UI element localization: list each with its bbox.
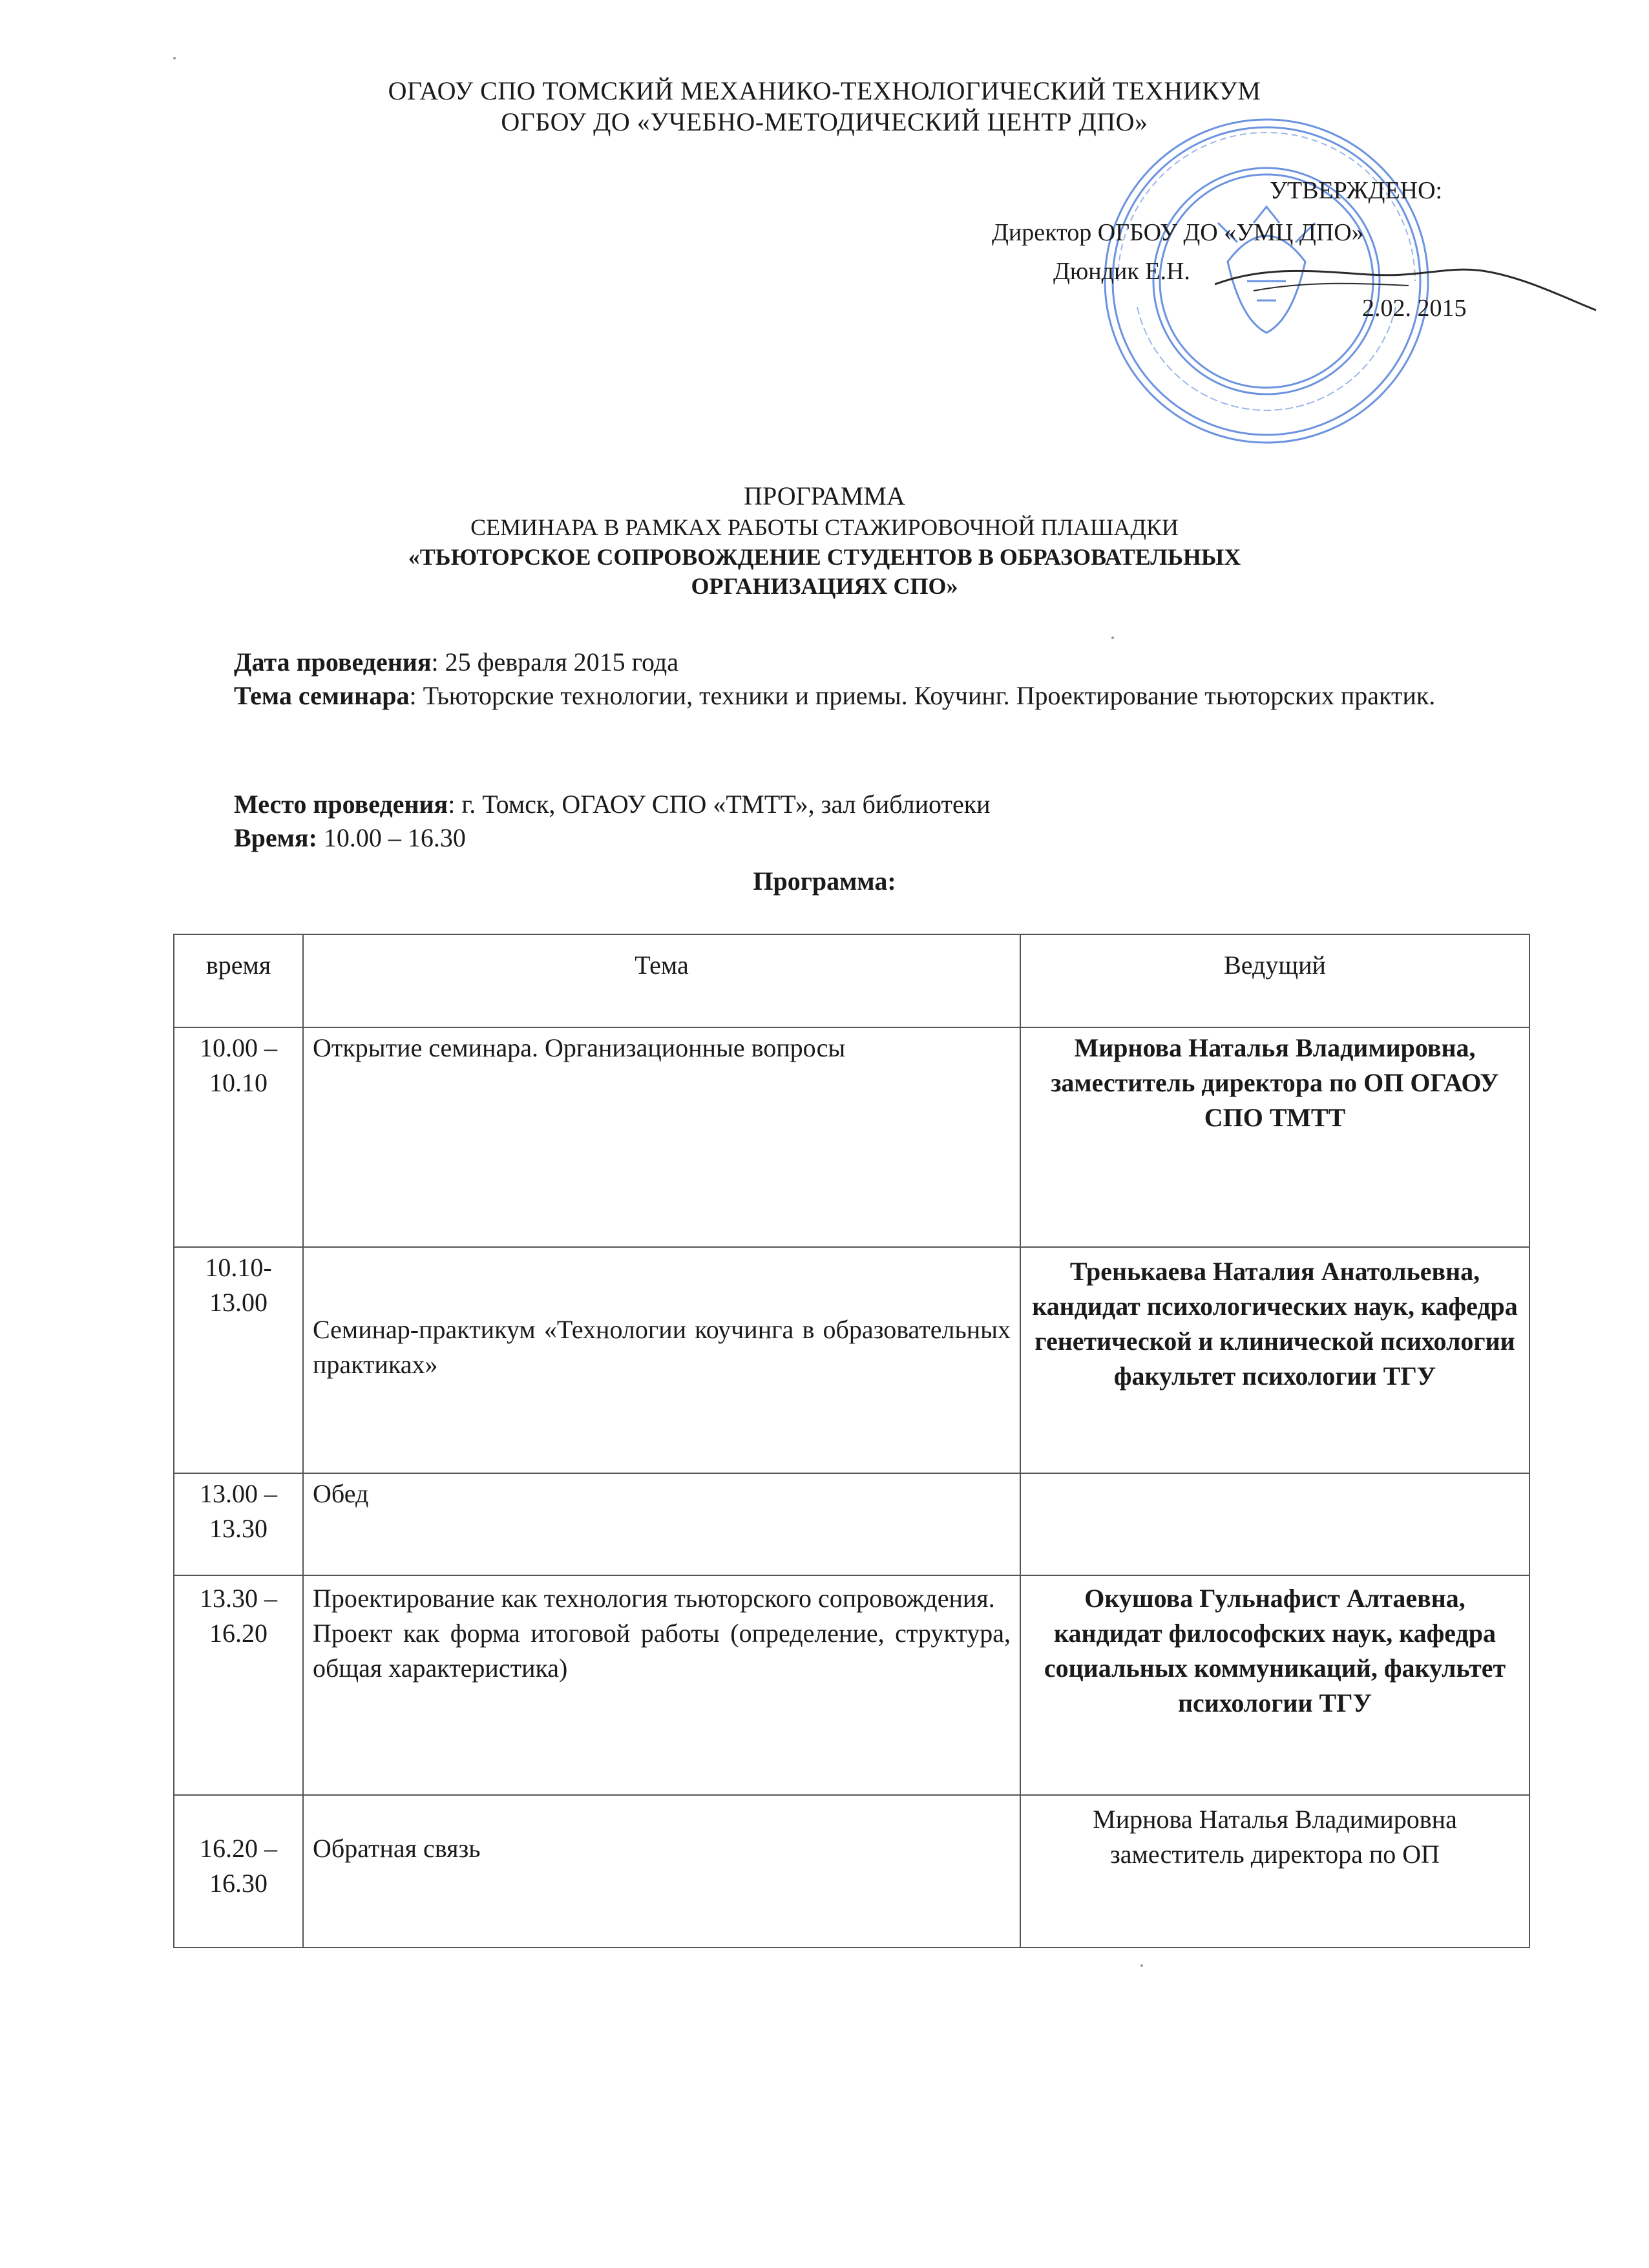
header-topic: Тема xyxy=(303,934,1020,1027)
date-label: Дата проведения xyxy=(234,647,432,677)
row-topic: Открытие семинара. Организационные вопросы xyxy=(303,1027,1020,1247)
signature xyxy=(1215,246,1602,330)
seminar-topic xyxy=(234,680,1494,712)
program-name-line-2: ОРГАНИЗАЦИЯХ СПО» xyxy=(691,573,958,599)
program-heading: Программа: xyxy=(753,866,896,896)
institution-line-1: ОГАОУ СПО ТОМСКИЙ МЕХАНИКО-ТЕХНОЛОГИЧЕСКИЙ ТЕХНИКУМ xyxy=(388,76,1261,105)
row-host xyxy=(1020,1473,1529,1575)
row-topic: Обратная связь xyxy=(303,1795,1020,1948)
row-host: Окушова Гульнафист Алтаевна, кандидат философских наук, кафедра социальных коммуникаций, факультет психологии ТГУ xyxy=(1020,1575,1529,1795)
institution-line-2: ОГБОУ ДО «УЧЕБНО-МЕТОДИЧЕСКИЙ ЦЕНТР ДПО» xyxy=(501,107,1148,136)
seminar-place xyxy=(234,788,1494,821)
row-time: 10.00 – 10.10 xyxy=(174,1027,303,1247)
scan-speck xyxy=(173,57,176,59)
date-value: : 25 февраля 2015 года xyxy=(431,647,678,677)
row-time: 10.10-13.00 xyxy=(174,1247,303,1473)
seminar-time xyxy=(234,822,1494,854)
row-topic-line-1: Проектирование как технология тьюторского сопровождения. xyxy=(313,1584,995,1613)
table-row xyxy=(174,1473,1529,1575)
table-row xyxy=(174,1795,1529,1948)
row-host: Тренькаева Наталия Анатольевна, кандидат психологических наук, кафедра генетической и клинической психологии факультет психологии ТГУ xyxy=(1020,1247,1529,1473)
row-time: 13.30 – 16.20 xyxy=(174,1575,303,1795)
scan-speck xyxy=(1140,1964,1143,1967)
topic-value: : Тьюторские технологии, техники и приемы. Коучинг. Проектирование тьюторских практик. xyxy=(409,681,1436,710)
approval-date: 2.02. 2015 xyxy=(1362,295,1467,322)
program-subtitle: СЕМИНАРА В РАМКАХ РАБОТЫ СТАЖИРОВОЧНОЙ ПЛАШАДКИ xyxy=(470,514,1179,540)
program-title: ПРОГРАММА xyxy=(744,481,905,510)
place-label: Место проведения xyxy=(234,790,448,819)
header-host: Ведущий xyxy=(1020,934,1529,1027)
schedule-table xyxy=(173,934,1530,1948)
approval-title: УТВЕРЖДЕНО: xyxy=(1270,177,1443,204)
seminar-date xyxy=(234,646,1494,678)
header-time: время xyxy=(174,934,303,1027)
table-header-row xyxy=(174,934,1529,1027)
row-host: Мирнова Наталья Владимировна, заместитель директора по ОП ОГАОУ СПО ТМТТ xyxy=(1020,1027,1529,1247)
row-topic-line-2: Проект как форма итоговой работы (определение, структура, общая характеристика) xyxy=(313,1619,1011,1683)
time-label: Время: xyxy=(234,823,317,852)
place-value: : г. Томск, ОГАОУ СПО «ТМТТ», зал библиотеки xyxy=(448,790,991,819)
row-time: 13.00 – 13.30 xyxy=(174,1473,303,1575)
program-name-line-1: «ТЬЮТОРСКОЕ СОПРОВОЖДЕНИЕ СТУДЕНТОВ В ОБРАЗОВАТЕЛЬНЫХ xyxy=(408,544,1241,570)
table-row xyxy=(174,1247,1529,1473)
row-host: Мирнова Наталья Владимировна заместитель директора по ОП xyxy=(1020,1795,1529,1948)
table-row xyxy=(174,1575,1529,1795)
time-value: 10.00 – 16.30 xyxy=(317,823,466,852)
row-topic: Обед xyxy=(303,1473,1020,1575)
row-topic: Семинар-практикум «Технологии коучинга в образовательных практиках» xyxy=(303,1247,1020,1473)
scan-speck xyxy=(1111,636,1114,639)
table-row xyxy=(174,1027,1529,1247)
topic-label: Тема семинара xyxy=(234,681,410,710)
approval-position: Директор ОГБОУ ДО «УМЦ ДПО» xyxy=(992,219,1364,246)
approval-name: Дюндик Е.Н. xyxy=(1053,258,1190,285)
row-time: 16.20 – 16.30 xyxy=(174,1795,303,1948)
row-topic xyxy=(303,1575,1020,1795)
